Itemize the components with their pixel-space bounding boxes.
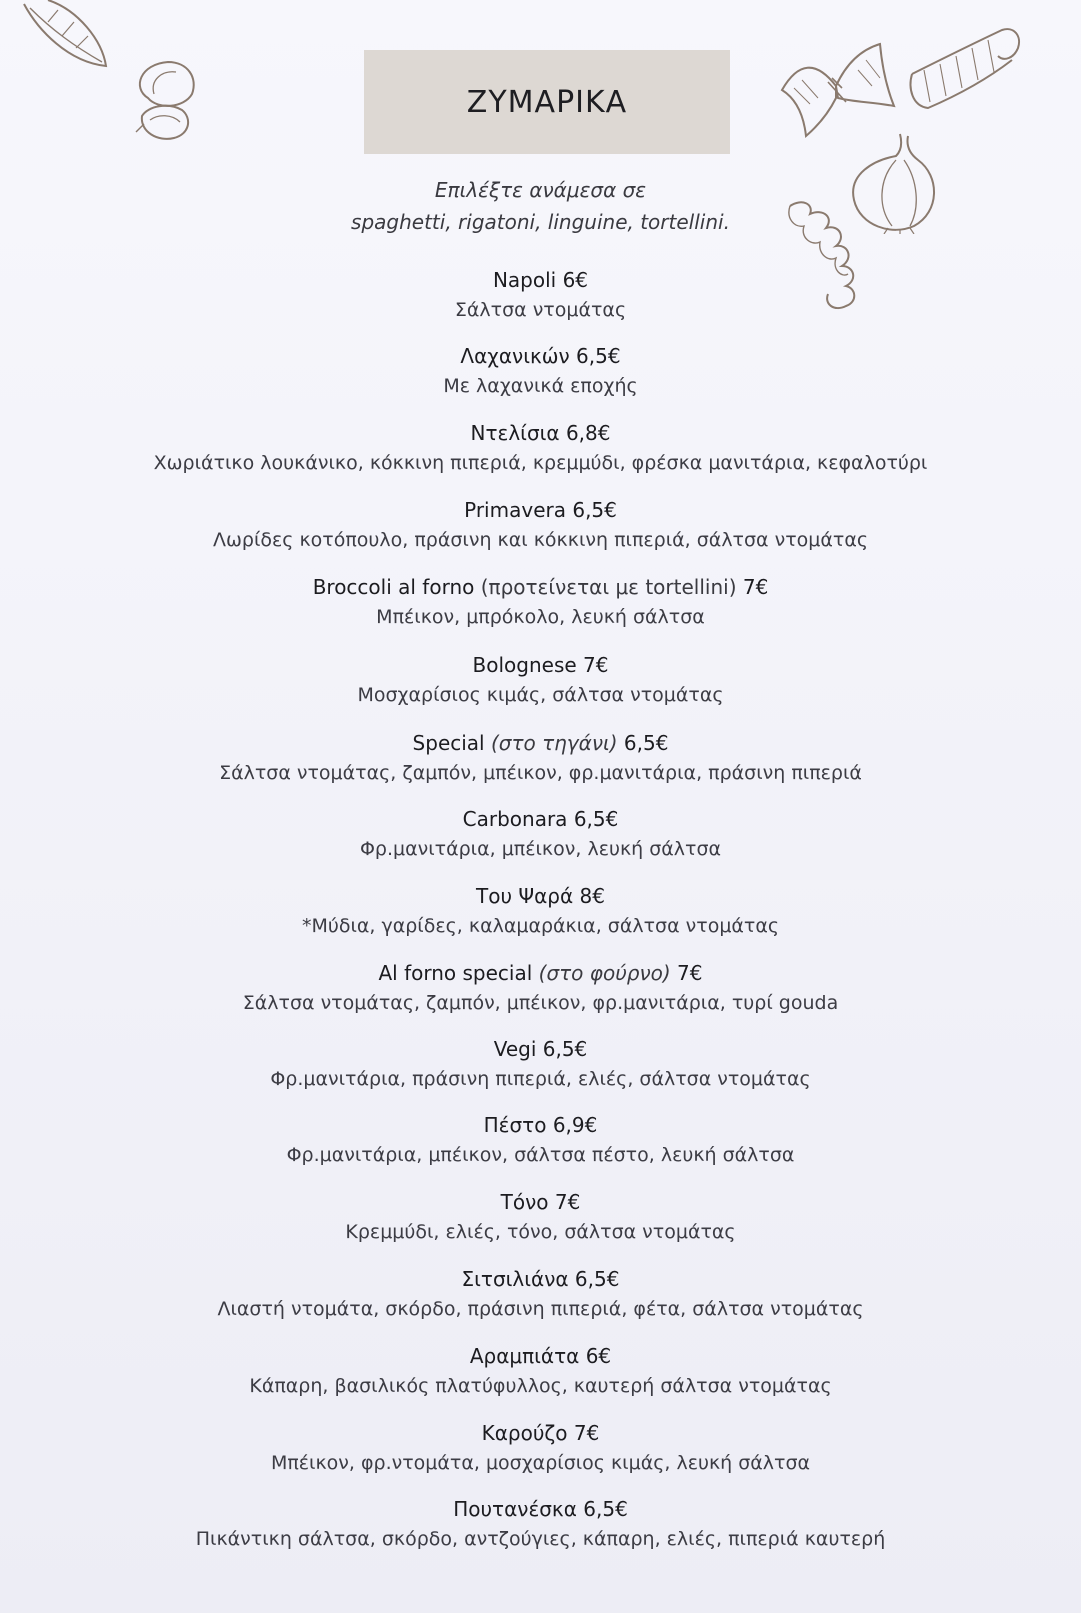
item-name: Πέστο [483,1113,547,1137]
item-name-line [0,495,1081,525]
item-name: Napoli [492,268,557,292]
item-description: Φρ.μανιτάρια, πράσινη πιπεριά, ελιές, σάλτσα ντομάτας [270,1068,811,1090]
item-price: 7€ [583,653,609,677]
item-price: 6,9€ [552,1113,598,1137]
item-price: 6,5€ [583,1497,628,1521]
menu-item [0,881,1081,941]
item-name: Λαχανικών [460,344,570,368]
item-description: Μπέικον, φρ.ντομάτα, μοσχαρίσιος κιμάς, λευκή σάλτσα [270,1452,811,1474]
item-name-line [0,804,1081,834]
item-description: Μπέικον, μπρόκολο, λευκή σάλτσα [376,606,705,628]
item-name: Vegi [493,1037,537,1061]
menu-item [0,1494,1081,1554]
item-description: *Μύδια, γαρίδες, καλαμαράκια, σάλτσα ντομάτας [301,915,780,937]
item-price: 6,5€ [573,807,619,831]
item-name: Broccoli al forno [312,575,475,599]
item-name-line [0,341,1081,371]
item-note: (προτείνεται με tortellini) [480,575,737,599]
item-name: Al forno special [378,961,533,985]
item-price: 7€ [573,1421,600,1445]
menu-item [0,418,1081,478]
item-name: Ντελίσια [470,421,560,445]
item-name-line [0,1187,1081,1217]
menu-item [0,1187,1081,1247]
item-description: Κάπαρη, βασιλικός πλατύφυλλος, καυτερή σάλτσα ντομάτας [249,1375,832,1397]
rigatoni-pasta-icon [906,22,1024,112]
item-name: Bolognese [472,653,577,677]
item-price: 6,5€ [572,498,617,522]
item-description: Λιαστή ντομάτα, σκόρδο, πράσινη πιπεριά, φέτα, σάλτσα ντομάτας [217,1298,864,1320]
title-box [364,50,730,154]
menu-item [0,1264,1081,1324]
item-note: (στο φούρνο) [538,961,671,985]
item-name: Carbonara [462,807,568,831]
item-description: Λωρίδες κοτόπουλο, πράσινη και κόκκινη πιπεριά, σάλτσα ντομάτας [212,529,869,551]
item-name: Primavera [464,498,566,522]
item-name: Τόνο [500,1190,549,1214]
item-name-line [0,1034,1081,1064]
item-name: Πουτανέσκα [453,1497,577,1521]
item-note: (στο τηγάνι) [490,731,618,755]
page-title: ΖΥΜΑΡΙΚΑ [466,84,628,120]
menu-item [0,650,1081,710]
menu-item [0,1341,1081,1401]
item-price: 8€ [579,884,605,908]
menu-item [0,1110,1081,1170]
item-name-line [0,958,1081,988]
item-name: Special [412,731,485,755]
item-price: 7€ [677,961,703,985]
item-price: 7€ [742,575,769,599]
item-name: Του Ψαρά [476,884,574,908]
basil-leaf-icon [18,0,110,72]
item-price: 6,5€ [623,731,669,755]
menu-item [0,572,1081,632]
menu-item [0,495,1081,555]
garlic-cloves-icon [128,58,210,142]
item-name-line [0,572,1081,602]
item-name-line [0,1418,1081,1448]
menu-item [0,728,1081,788]
item-name: Καρούζο [481,1421,568,1445]
item-description: Κρεμμύδι, ελιές, τόνο, σάλτσα ντομάτας [345,1221,736,1243]
item-description: Με λαχανικά εποχής [443,375,638,397]
menu-item [0,265,1081,325]
item-description: Σάλτσα ντομάτας, ζαμπόν, μπέικον, φρ.μανιτάρια, τυρί gouda [242,992,839,1014]
item-name: Σιτσιλιάνα [461,1267,569,1291]
item-description: Σάλτσα ντομάτας, ζαμπόν, μπέικον, φρ.μανιτάρια, πράσινη πιπεριά [219,762,862,784]
item-name-line [0,650,1081,680]
intro-line-1: Επιλέξτε ανάμεσα σε [434,178,647,202]
item-price: 6,8€ [565,421,611,445]
item-description: Φρ.μανιτάρια, μπέικον, λευκή σάλτσα [359,838,722,860]
item-name-line [0,1341,1081,1371]
item-description: Πικάντικη σάλτσα, σκόρδο, αντζούγιες, κάπαρη, ελιές, πιπεριά καυτερή [195,1528,886,1550]
item-price: 6,5€ [574,1267,620,1291]
item-description: Μοσχαρίσιος κιμάς, σάλτσα ντομάτας [357,684,724,706]
item-price: 6,5€ [542,1037,588,1061]
item-name: Αραμπιάτα [469,1344,580,1368]
item-description: Σάλτσα ντομάτας [454,299,627,321]
item-name-line [0,1494,1081,1524]
item-name-line [0,728,1081,758]
menu-item [0,1034,1081,1094]
item-name-line [0,1264,1081,1294]
item-price: 6€ [562,268,589,292]
item-name-line [0,1110,1081,1140]
menu-item [0,341,1081,401]
item-description: Φρ.μανιτάρια, μπέικον, σάλτσα πέστο, λευκή σάλτσα [286,1144,795,1166]
farfalle-pasta-icon [776,40,896,144]
menu-item [0,1418,1081,1478]
item-name-line [0,418,1081,448]
item-description: Χωριάτικο λουκάνικο, κόκκινη πιπεριά, κρεμμύδι, φρέσκα μανιτάρια, κεφαλοτύρι [153,452,928,474]
item-price: 6,5€ [576,344,621,368]
menu-item [0,958,1081,1018]
menu-item [0,804,1081,864]
item-price: 7€ [554,1190,581,1214]
item-name-line [0,265,1081,295]
intro-line-2: spaghetti, rigatoni, linguine, tortellini. [351,210,730,234]
item-price: 6€ [585,1344,612,1368]
item-name-line [0,881,1081,911]
